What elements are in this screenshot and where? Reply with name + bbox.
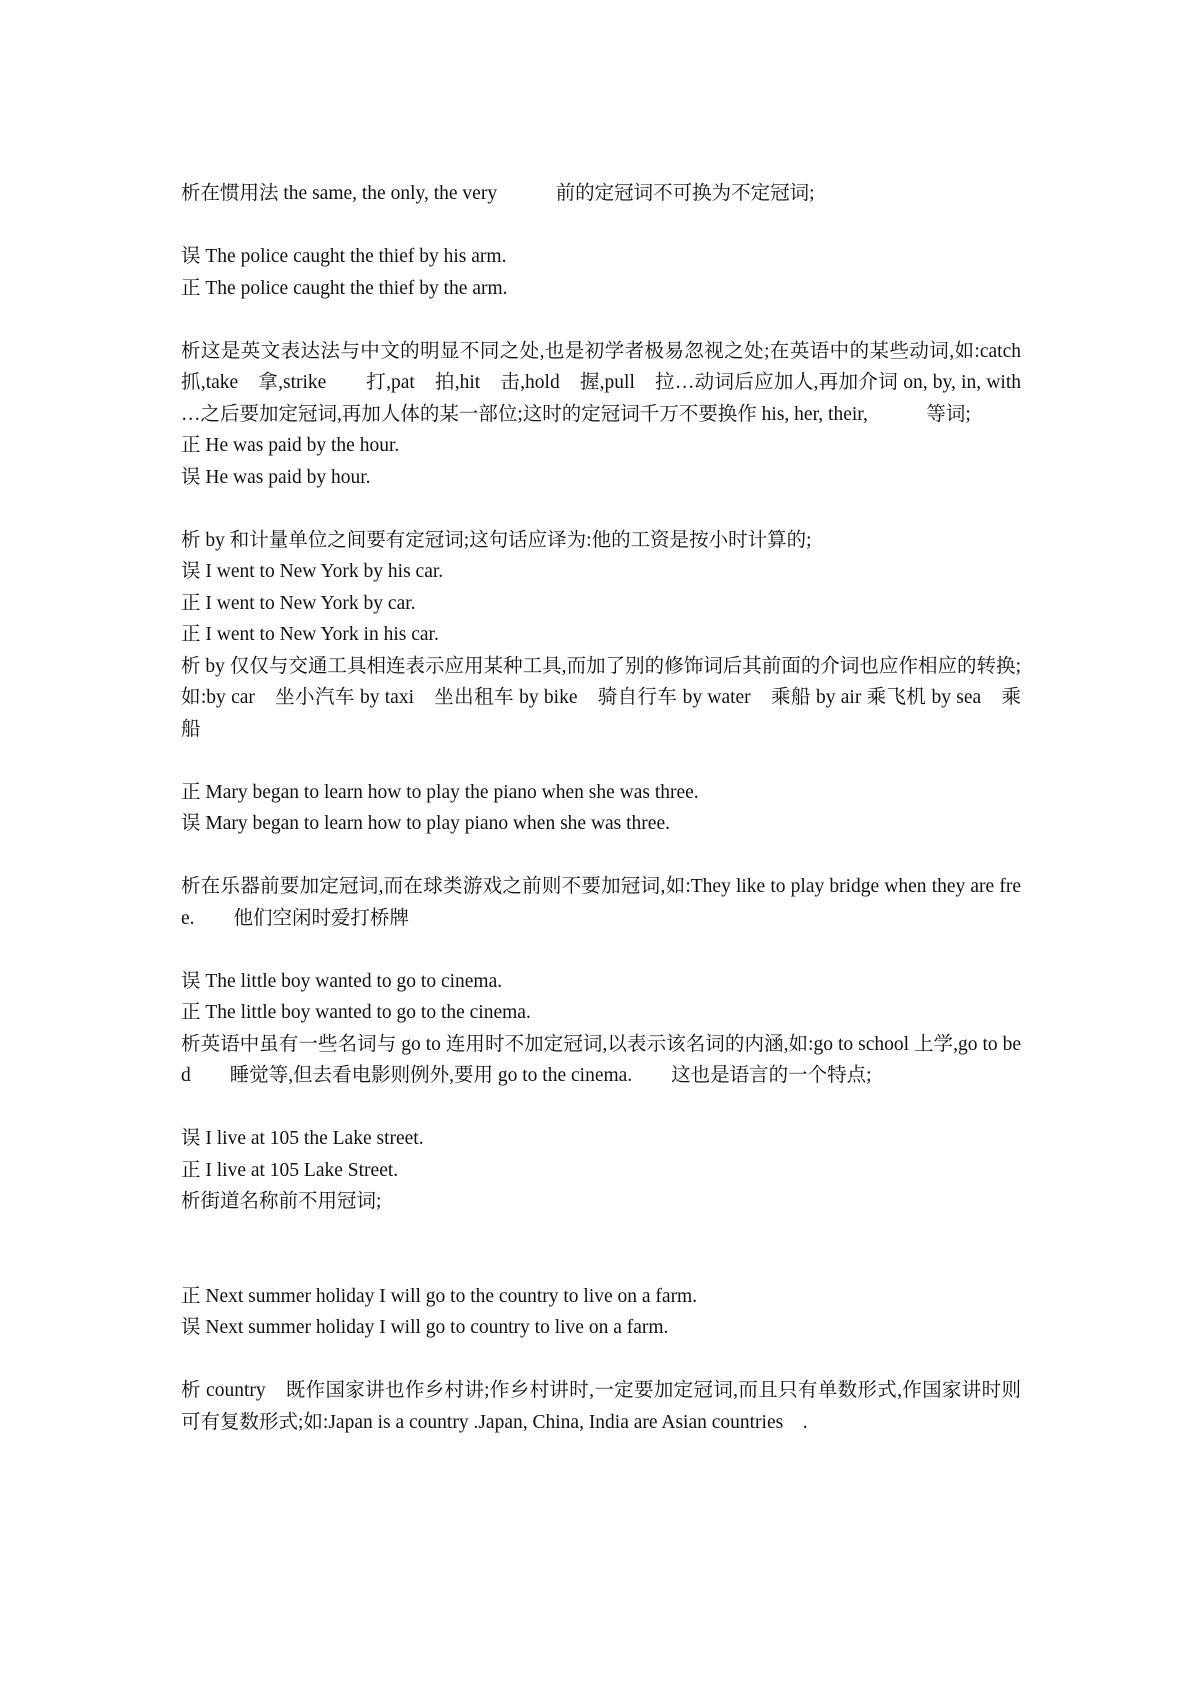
paragraph-gap (181, 1092, 1021, 1124)
analysis-paragraph: 析 by 仅仅与交通工具相连表示应用某种工具,而加了别的修饰词后其前面的介词也应作相应的转换;如:by car 坐小汽车 by taxi 坐出租车 by bike 骑自行车 by water 乘船 by air 乘飞机 by sea 乘船 (181, 655, 1021, 740)
correct-example: 正 The little boy wanted to go to the cinema. (181, 1002, 531, 1023)
paragraph-gap (181, 304, 1021, 336)
paragraph-gap (181, 493, 1021, 525)
paragraph-gap (181, 1218, 1021, 1281)
analysis-paragraph: 析 by 和计量单位之间要有定冠词;这句话应译为:他的工资是按小时计算的; (181, 529, 812, 551)
wrong-example: 误 The little boy wanted to go to cinema. (181, 970, 503, 992)
correct-example: 正 I went to New York in his car. (181, 624, 439, 645)
wrong-example: 误 The police caught the thief by his arm. (181, 246, 507, 267)
wrong-example: 误 I went to New York by his car. (181, 561, 444, 582)
correct-example: 正 Next summer holiday I will go to the country to live on a farm. (181, 1285, 698, 1307)
paragraph-gap (181, 840, 1021, 872)
wrong-example: 误 Next summer holiday I will go to country to live on a farm. (181, 1317, 669, 1338)
paragraph-gap (181, 1344, 1021, 1376)
paragraph-gap (181, 210, 1021, 242)
wrong-example: 误 He was paid by hour. (181, 466, 371, 488)
correct-example: 正 I went to New York by car. (181, 592, 416, 614)
correct-example: 正 Mary began to learn how to play the piano when she was three. (181, 781, 699, 803)
analysis-paragraph: 析 country 既作国家讲也作乡村讲;作乡村讲时,一定要加定冠词,而且只有单数形式,作国家讲时则可有复数形式;如:Japan is a country .Japan, China, India are Asian countries . (181, 1380, 1021, 1433)
paragraph-gap (181, 745, 1021, 777)
wrong-example: 误 Mary began to learn how to play piano when she was three. (181, 813, 670, 834)
analysis-paragraph: 析在惯用法 the same, the only, the very 前的定冠词不可换为不定冠词; (181, 183, 815, 204)
correct-example: 正 I live at 105 Lake Street. (181, 1159, 399, 1181)
correct-example: 正 He was paid by the hour. (181, 435, 400, 456)
correct-example: 正 The police caught the thief by the arm. (181, 277, 508, 299)
paragraph-gap (181, 934, 1021, 966)
analysis-paragraph: 析英语中虽有一些名词与 go to 连用时不加定冠词,以表示该名词的内涵,如:go to school 上学,go to bed 睡觉等,但去看电影则例外,要用 go to the cinema. 这也是语言的一个特点; (181, 1033, 1021, 1086)
analysis-paragraph: 析这是英文表达法与中文的明显不同之处,也是初学者极易忽视之处;在英语中的某些动词,如:catch 抓,take 拿,strike 打,pat 拍,hit 击,hold 握,pull 拉…动词后应加人,再加介词 on, by, in, with …之后要加定冠词,再加人体的某一部位;这时的定冠词千万不要换作 his, her, their, 等词; (181, 340, 1061, 425)
document-body (181, 178, 1061, 1438)
analysis-paragraph: 析街道名称前不用冠词; (181, 1191, 382, 1212)
wrong-example: 误 I live at 105 the Lake street. (181, 1128, 424, 1149)
analysis-paragraph: 析在乐器前要加定冠词,而在球类游戏之前则不要加冠词,如:They like to play bridge when they are free. 他们空闲时爱打桥牌 (181, 876, 1021, 929)
